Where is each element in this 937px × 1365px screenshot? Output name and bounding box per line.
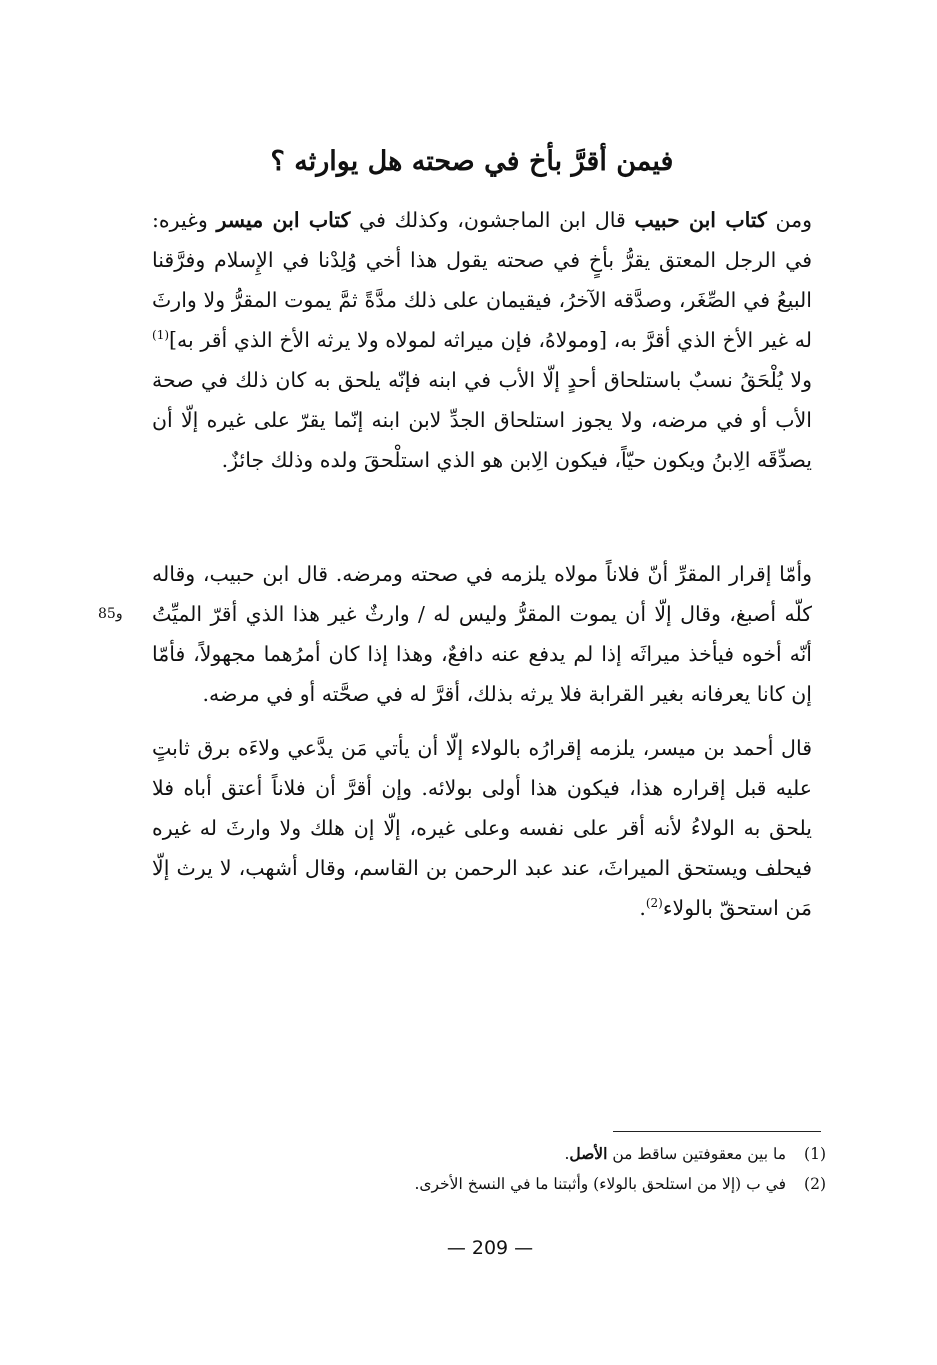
paragraph-1-intro: ومن [766, 208, 812, 232]
paragraph-1-mid: قال ابن الماجشون، وكذلك في [350, 208, 635, 232]
paragraph-3 [152, 728, 812, 928]
footnote-1-body: ما بين معقوفتين ساقط من [607, 1145, 786, 1163]
page-number: — 209 — [446, 1237, 534, 1259]
footnote-ref-2[interactable]: (2) [645, 896, 663, 911]
paragraph-2 [152, 554, 812, 714]
section-title: فيمن أقرَّ بأخ في صحته هل يوارثه ؟ [270, 146, 674, 177]
book-name-ibn-maysar: كتاب ابن ميسر [216, 208, 351, 232]
paragraph-1-body-a: وغيره: في الرجل المعتق يقرُّ بأخٍ في صحته يقول هذا أخي وُلِدْنا في الإِسلام وفرَّقنا البيعُ في الصِّغَر، وصدَّقه الآخرُ، فيقيمان على ذلك مدَّةً ثمَّ يموت المقرُّ ولا وارثَ له غير الأخ الذي أقرَّ به، [ومولاهُ، فإن ميراثه لمولاه ولا يرثه الأخ الذي أقر به] [152, 208, 812, 352]
footnote-1-end: . [564, 1145, 570, 1163]
paragraph-1-body-b: ولا يُلْحَقُ نسبٌ باستلحاق أحدٍ إلّا الأب في ابنه فإنّه يلحق به كان ذلك في صحة الأب أو في مرضه، ولا يجوز استلحاق الجدِّ لابن ابنه إنّما يقرّ على غيره إلّا أن يصدِّقَه الِابنُ ويكون حيّاً، فيكون الِابن هو الذي استلْحقَ ولده وذلك جائزٌ. [152, 368, 812, 472]
footnote-1 [300, 1139, 826, 1169]
footnote-2-text [414, 1169, 786, 1199]
manuscript-folio-note: 85و [98, 606, 123, 622]
paragraph-1 [152, 200, 812, 480]
footnote-ref-1[interactable]: (1) [152, 328, 170, 343]
footnote-2 [300, 1169, 826, 1199]
footnote-2-body: في ب (إلا من استلحق بالولاء) وأثبتنا ما في النسخ الأخرى. [414, 1175, 786, 1193]
paragraph-3-end: . [639, 896, 646, 920]
footnote-1-bold: الأصل [569, 1144, 608, 1163]
footnote-1-text [564, 1139, 786, 1169]
paragraph-3-body: قال أحمد بن ميسر، يلزمه إقرارُه بالولاء إلّا أن يأتي مَن يدَّعي ولاءَه برق ثابتٍ عليه قبل إقراره هذا، فيكون هذا أولى بولائه. وإن أقرَّ أن فلاناً أعتق أباه فلا يلحق به الولاءُ لأنه أقر على نفسه وعلى غيره، إلّا إن هلك ولا وارثَ له غيره فيحلف ويستحق الميراثَ، عند عبد الرحمن بن القاسم، وقال أشهب، لا يرث إلّا مَن استحقّ بالولاء [152, 736, 812, 920]
paragraph-3-text [152, 728, 812, 928]
footnotes [300, 1139, 826, 1199]
paragraph-2-text: وأمّا إقرار المقرِّ أنّ فلاناً مولاه يلزمه في صحته ومرضه. قال ابن حبيب، وقاله كلّه أصبغ، وقال إلّا أن يموت المقرُّ وليس له / وارثٌ غير هذا الذي أقرّ الميِّتُ أنّه أخوه فيأخذ ميراثَه إذا لم يدفع عنه دافعٌ، وهذا إذا كان أمرُهما مجهولاً، فأمّا إن كانا يعرفانه بغير القرابة فلا يرثه بذلك، أقرَّ له في صحَّته أو في مرضه. [152, 562, 812, 706]
footnote-2-number: (2) [804, 1175, 826, 1193]
footnote-divider [613, 1131, 821, 1132]
footnote-1-number: (1) [804, 1145, 826, 1163]
paragraph-1-text [152, 200, 812, 480]
book-name-ibn-habib: كتاب ابن حبيب [634, 208, 767, 232]
